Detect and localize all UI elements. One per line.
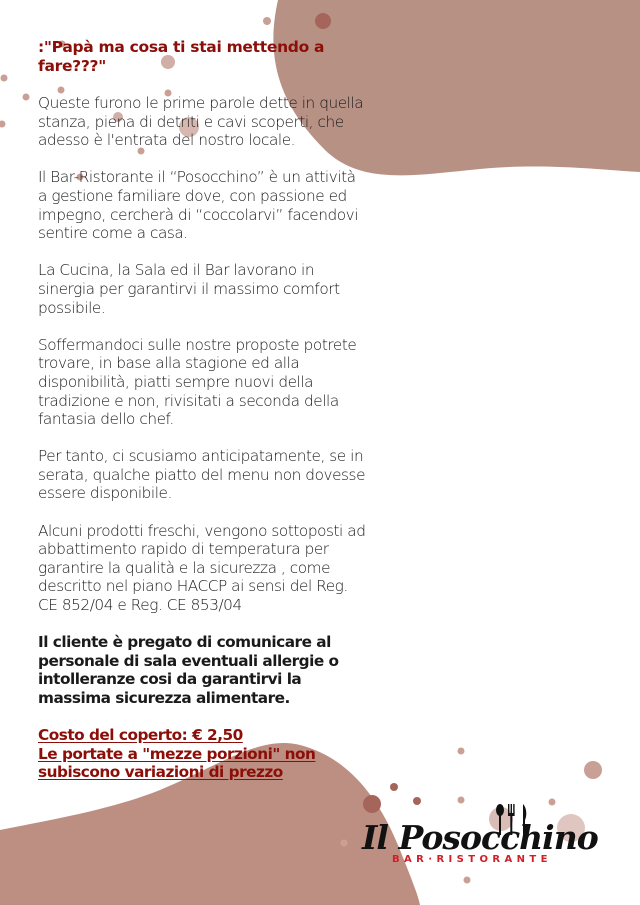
intro-paragraph-1: Queste furono le prime parole dette in quella stanza, piena di detriti e cavi scoperti, che adesso è l'entrata del nostro locale. bbox=[38, 94, 364, 150]
intro-paragraph-5: Per tanto, ci scusiamo anticipatamente, se in serata, qualche piatto del menu non dovesse essere disponibile. bbox=[38, 447, 366, 503]
logo-name: Il Posocchino bbox=[362, 818, 598, 857]
logo-subtitle: BAR·RISTORANTE bbox=[392, 854, 552, 865]
pricing-notes bbox=[38, 726, 368, 782]
page-title: :"Papà ma cosa ti stai mettendo a fare???" bbox=[38, 38, 325, 75]
menu-intro-text bbox=[38, 38, 368, 782]
restaurant-logo bbox=[362, 800, 622, 870]
half-portions-note-line-2: subiscono variazioni di prezzo bbox=[38, 763, 283, 782]
haccp-paragraph: Alcuni prodotti freschi, vengono sottoposti ad abbattimento rapido di temperatura per garantire la qualità e la sicurezza , come descritto nel piano HACCP ai sensi del Reg. CE 852/04 e Reg. CE 853/04 bbox=[38, 521, 366, 615]
intro-paragraph-4: Soffermandoci sulle nostre proposte potrete trovare, in base alla stagione ed alla disponibilità, piatti sempre nuovi della tradizione e non, rivisitati a seconda della fantasia dello chef. bbox=[38, 335, 357, 429]
allergy-notice: Il cliente è pregato di comunicare al personale di sala eventuali allergie o intolleranze cosi da garantirvi la massima sicurezza alimentare. bbox=[38, 633, 339, 707]
intro-paragraph-2: Il Bar-Ristorante il “Posocchino” è un attività a gestione familiare dove, con passione ed impegno, cercherà di “coccolarvi” facendovi sentire come a casa. bbox=[38, 168, 359, 243]
cover-charge: Costo del coperto: € 2,50 bbox=[38, 726, 243, 745]
intro-paragraph-3: La Cucina, la Sala ed il Bar lavorano in sinergia per garantirvi il massimo comfort possibile. bbox=[38, 261, 340, 317]
half-portions-note-line-1: Le portate a "mezze porzioni" non bbox=[38, 744, 316, 763]
